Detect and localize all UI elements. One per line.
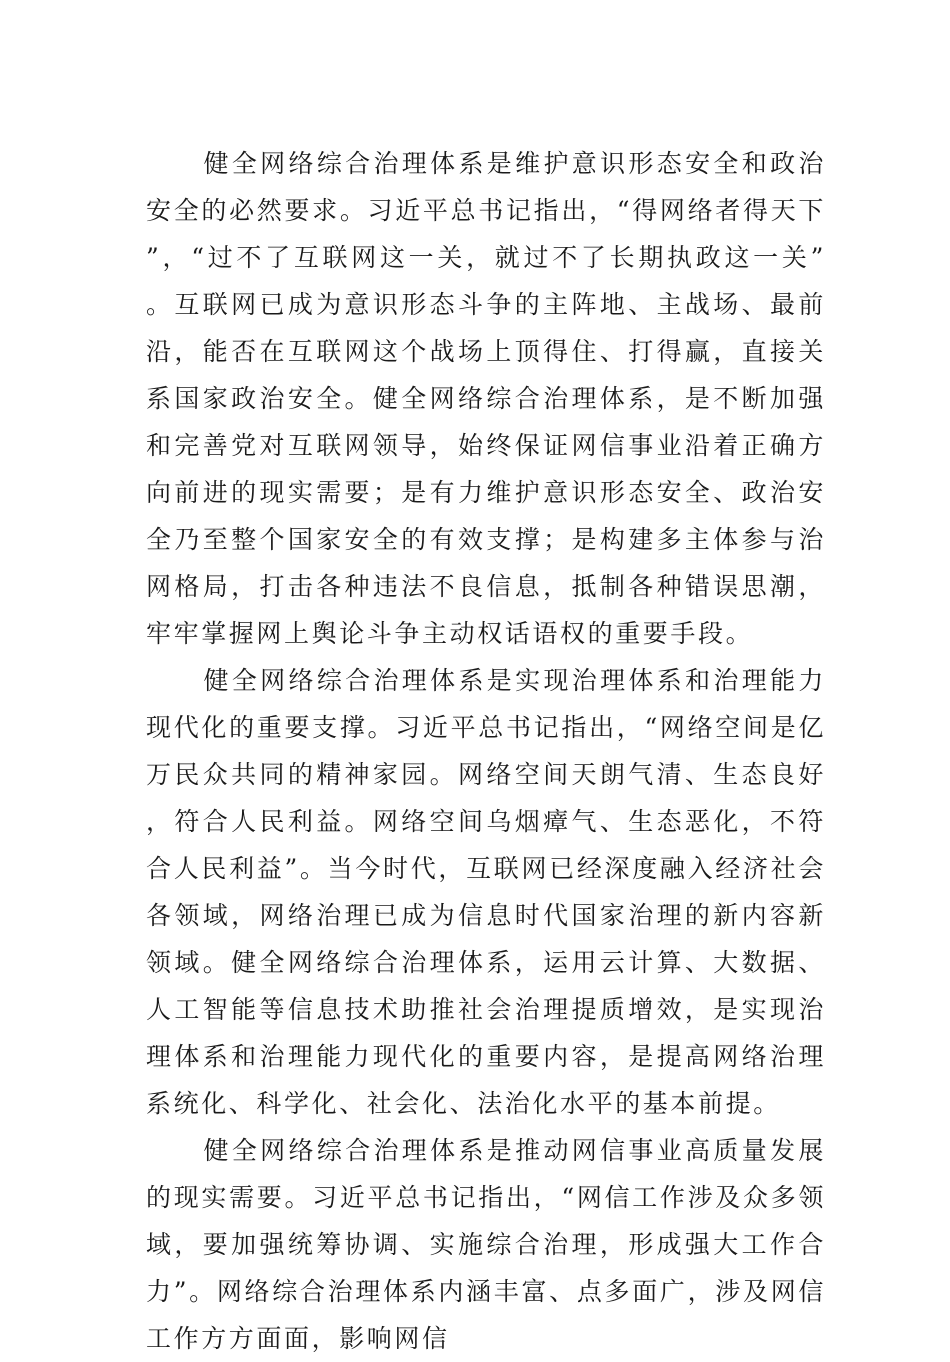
paragraph-1: 健全网络综合治理体系是维护意识形态安全和政治安全的必然要求。习近平总书记指出，“得网络者得天下”，“过不了互联网这一关，就过不了长期执政这一关”。互联网已成为意识形态斗争的主阵地、主战场、最前沿，能否在互联网这个战场上顶得住、打得赢，直接关系国家政治安全。健全网络综合治理体系，是不断加强和完善党对互联网领导，始终保证网信事业沿着正确方向前进的现实需要；是有力维护意识形态安全、政治安全乃至整个国家安全的有效支撑；是构建多主体参与治网格局，打击各种违法不良信息，抵制各种错误思潮，牢牢掌握网上舆论斗争主动权话语权的重要手段。	[146, 149, 826, 648]
document-body	[146, 140, 826, 1362]
paragraph-2: 健全网络综合治理体系是实现治理体系和治理能力现代化的重要支撑。习近平总书记指出，“网络空间是亿万民众共同的精神家园。网络空间天朗气清、生态良好，符合人民利益。网络空间乌烟瘴气、生态恶化，不符合人民利益”。当今时代，互联网已经深度融入经济社会各领域，网络治理已成为信息时代国家治理的新内容新领域。健全网络综合治理体系，运用云计算、大数据、人工智能等信息技术助推社会治理提质增效，是实现治理体系和治理能力现代化的重要内容，是提高网络治理系统化、科学化、社会化、法治化水平的基本前提。	[146, 666, 826, 1118]
paragraph-3: 健全网络综合治理体系是推动网信事业高质量发展的现实需要。习近平总书记指出，“网信工作涉及众多领域，要加强统筹协调、实施综合治理，形成强大工作合力”。网络综合治理体系内涵丰富、点多面广，涉及网信工作方方面面，影响网信	[146, 1136, 826, 1353]
